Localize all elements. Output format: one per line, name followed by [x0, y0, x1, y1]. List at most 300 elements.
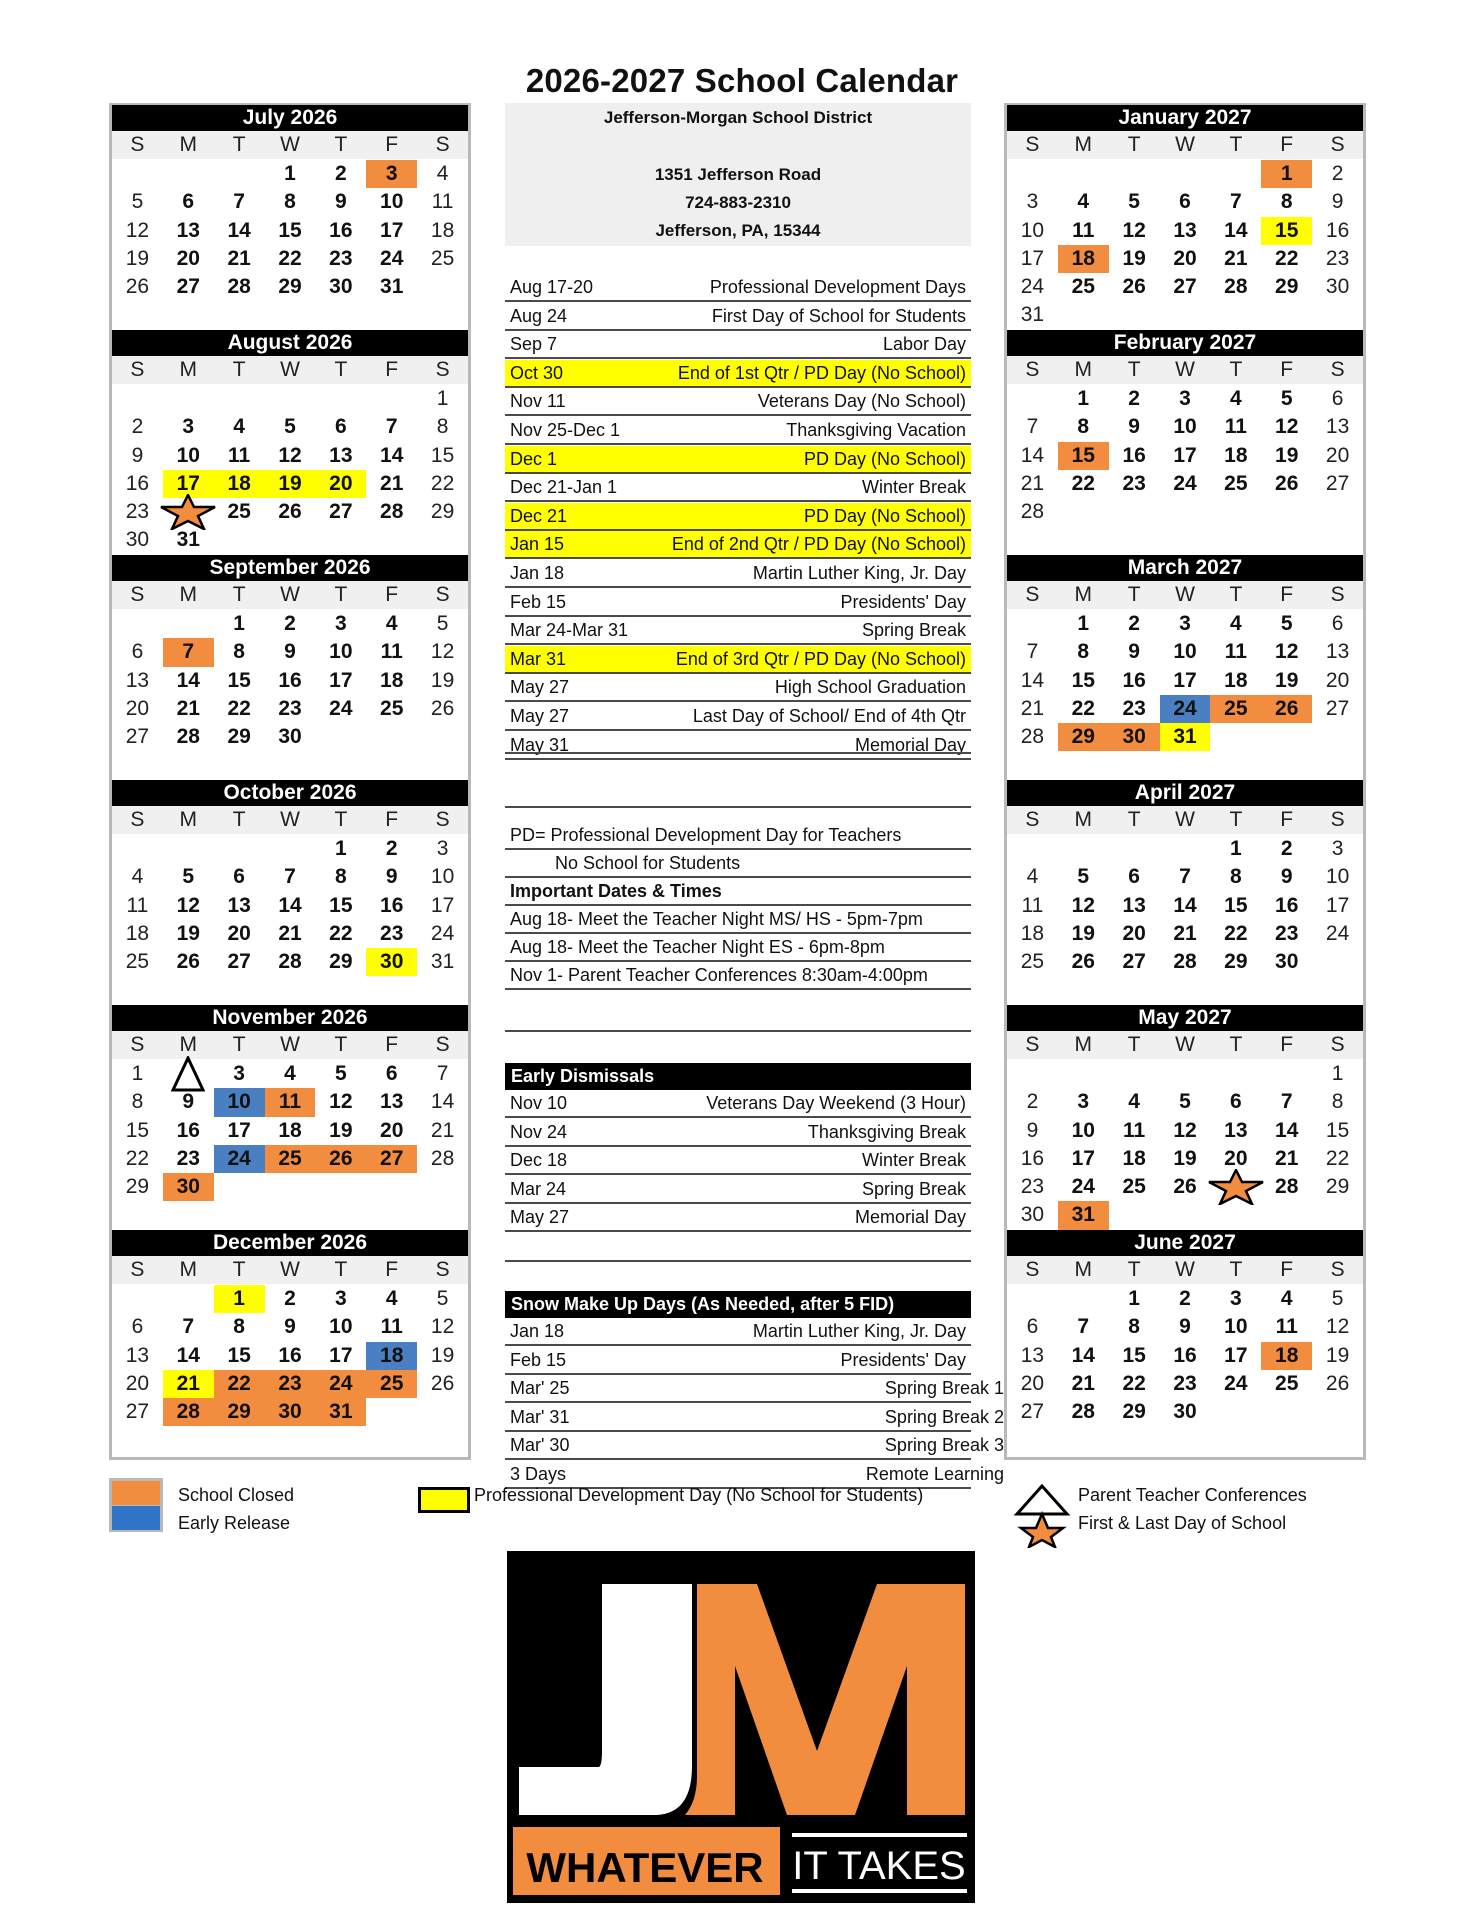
- day-cell: 9: [284, 1315, 296, 1339]
- event-row: [505, 674, 971, 702]
- weekday-label: M: [1074, 1033, 1093, 1056]
- day-cell: 25: [380, 696, 404, 720]
- month-june-2027: [1007, 1230, 1363, 1426]
- day-cell: 8: [335, 865, 347, 889]
- event-row: [505, 503, 971, 531]
- weekday-label: S: [435, 358, 450, 381]
- day-cell: 8: [233, 1315, 245, 1339]
- day-cell: 7: [1179, 865, 1191, 889]
- item-date: Dec 18: [510, 1150, 568, 1171]
- day-cell: 30: [1109, 723, 1160, 751]
- day-cell: 23: [1275, 921, 1299, 945]
- event-row: [505, 388, 971, 416]
- day-cell: 1: [1077, 387, 1090, 410]
- event-date: Feb 15: [510, 591, 567, 612]
- empty-cell: [1160, 1060, 1211, 1088]
- item-label: Memorial Day: [854, 1207, 966, 1228]
- day-cell: 4: [131, 865, 144, 889]
- day-cell: 22: [1071, 471, 1095, 495]
- day-cell: 6: [1179, 190, 1191, 214]
- day-cell: 8: [233, 640, 245, 664]
- day-cell: 27: [1325, 696, 1350, 720]
- day-cell: 11: [1224, 640, 1247, 664]
- empty-cell: [163, 160, 214, 188]
- day-cell: 3: [436, 837, 449, 860]
- day-cell: 5: [182, 865, 195, 889]
- day-cell: 10: [176, 443, 200, 467]
- weekday-label: S: [1025, 583, 1040, 606]
- event-row: [505, 474, 971, 502]
- day-cell: 23: [329, 246, 353, 270]
- day-cell: 15: [329, 893, 353, 917]
- day-cell: 29: [1224, 950, 1248, 974]
- day-cell: 10: [214, 1088, 265, 1116]
- day-cell: 13: [1224, 1118, 1248, 1142]
- snow-days-row: [505, 1318, 971, 1346]
- jm-logo-graphic: [507, 1551, 975, 1903]
- day-cell: 21: [176, 696, 200, 720]
- event-date: May 27: [510, 706, 570, 726]
- event-date: Aug 24: [510, 305, 568, 326]
- day-cell: 21: [1173, 921, 1197, 945]
- event-date: Nov 11: [510, 391, 566, 412]
- day-cell: 18: [1261, 1342, 1312, 1370]
- weekday-label: T: [334, 133, 348, 156]
- weekday-label: W: [280, 1033, 300, 1056]
- weekday-label: F: [385, 1258, 399, 1281]
- item-label: Veterans Day Weekend (3 Hour): [706, 1093, 966, 1113]
- month-february-2027: [1007, 330, 1363, 526]
- weekday-label: F: [385, 808, 399, 831]
- day-cell: 8: [1331, 1090, 1344, 1114]
- day-cell: 13: [1325, 415, 1350, 439]
- day-cell: 23: [380, 921, 404, 945]
- day-cell: 8: [1128, 1315, 1140, 1339]
- day-cell: 18: [278, 1118, 302, 1142]
- day-cell: 4: [385, 1287, 398, 1310]
- day-cell: 3: [366, 160, 417, 188]
- day-cell: 5: [1179, 1090, 1191, 1114]
- day-cell: 28: [1275, 1175, 1299, 1199]
- month-march-2027: [1007, 555, 1363, 751]
- day-cell: 2: [1026, 1090, 1039, 1114]
- day-cell: 5: [1280, 612, 1293, 635]
- weekday-label: T: [1229, 808, 1243, 831]
- empty-cell: [214, 385, 265, 413]
- day-cell: 29: [1275, 275, 1299, 299]
- day-cell: 7: [385, 415, 398, 439]
- day-cell: 18: [1224, 443, 1248, 467]
- day-cell: 20: [1224, 1146, 1248, 1170]
- weekday-header-row: [112, 1256, 468, 1284]
- day-cell: 25: [1020, 950, 1045, 974]
- day-cell: 7: [1280, 1090, 1293, 1114]
- day-cell: 2: [1280, 837, 1293, 860]
- weekday-label: F: [385, 583, 399, 606]
- day-cell: 29: [125, 1175, 150, 1199]
- weekday-label: S: [130, 1033, 145, 1056]
- day-cell: 13: [380, 1090, 404, 1114]
- item-label: Spring Break: [861, 1178, 966, 1199]
- event-row: [505, 360, 971, 388]
- day-cell: 31: [315, 1398, 366, 1426]
- day-cell: 28: [1224, 275, 1248, 299]
- day-cell: 18: [125, 921, 150, 945]
- weekday-label: T: [1127, 808, 1141, 831]
- day-cell: 12: [1275, 640, 1299, 664]
- weekday-label: T: [232, 808, 246, 831]
- weekday-label: S: [1025, 358, 1040, 381]
- day-cell: 29: [214, 1398, 265, 1426]
- day-cell: 3: [335, 1287, 347, 1310]
- day-cell: 13: [1020, 1343, 1045, 1367]
- empty-cell: [265, 385, 316, 413]
- day-cell: 16: [278, 1343, 302, 1367]
- day-cell: 15: [1261, 217, 1312, 245]
- day-cell: 19: [1275, 443, 1299, 467]
- legend-first-last: First & Last Day of School: [1078, 1513, 1287, 1533]
- event-row: [505, 331, 971, 359]
- day-cell: 20: [1122, 921, 1146, 945]
- weekday-header-row: [1007, 581, 1363, 609]
- day-cell: 17: [380, 218, 404, 242]
- important-dates-heading: Important Dates & Times: [505, 878, 971, 906]
- day-cell: 6: [1331, 387, 1344, 410]
- event-label: Martin Luther King, Jr. Day: [752, 563, 966, 583]
- weekday-label: W: [1175, 1258, 1195, 1281]
- day-cell: 31: [430, 950, 455, 974]
- day-cell: 3: [1331, 837, 1344, 860]
- event-date: Jan 18: [510, 563, 565, 583]
- weekday-label: S: [1025, 808, 1040, 831]
- day-cell: 4: [1026, 865, 1039, 889]
- weekday-label: S: [1025, 1033, 1040, 1056]
- day-cell: 27: [366, 1145, 417, 1173]
- day-cell: 1: [436, 387, 449, 410]
- day-grid: [1007, 1059, 1363, 1230]
- blank-line: [505, 1232, 971, 1262]
- district-address: 1351 Jefferson Road: [654, 165, 822, 184]
- day-cell: 23: [278, 696, 302, 720]
- day-cell: 1: [1331, 1062, 1344, 1085]
- day-cell: 22: [214, 1370, 265, 1398]
- event-row: [505, 617, 971, 645]
- empty-cell: [1007, 835, 1058, 863]
- day-cell: 21: [1275, 1146, 1299, 1170]
- event-row: [505, 589, 971, 617]
- weekday-label: T: [1229, 358, 1243, 381]
- day-cell: 18: [366, 1342, 417, 1370]
- day-cell: 7: [233, 190, 245, 214]
- month-header: October 2026: [112, 780, 468, 806]
- day-cell: 26: [1261, 695, 1312, 723]
- day-cell: 17: [1224, 1343, 1248, 1367]
- weekday-label: W: [1175, 1033, 1195, 1056]
- day-cell: 25: [1071, 275, 1095, 299]
- day-cell: 4: [1077, 190, 1090, 214]
- empty-cell: [1007, 1060, 1058, 1088]
- item-label: Martin Luther King, Jr. Day: [752, 1321, 966, 1341]
- weekday-label: S: [1025, 133, 1040, 156]
- month-header: July 2026: [112, 105, 468, 131]
- empty-cell: [315, 385, 366, 413]
- item-date: 3 Days: [510, 1464, 567, 1484]
- day-cell: 27: [329, 500, 353, 524]
- day-cell: 23: [1122, 696, 1146, 720]
- month-header: June 2027: [1007, 1230, 1363, 1256]
- day-cell: 30: [265, 1398, 316, 1426]
- blank-line: [505, 780, 971, 808]
- day-cell: 7: [1026, 640, 1039, 664]
- day-cell: 31: [1058, 1201, 1109, 1229]
- day-cell: 28: [430, 1146, 455, 1170]
- day-cell: 2: [335, 162, 347, 185]
- day-cell: 26: [430, 1371, 455, 1395]
- day-cell: 11: [1021, 893, 1044, 917]
- day-cell: 16: [1020, 1146, 1045, 1170]
- day-cell: 10: [1071, 1118, 1095, 1142]
- day-cell: 19: [1275, 668, 1299, 692]
- weekday-label: T: [232, 133, 246, 156]
- empty-cell: [1210, 160, 1261, 188]
- day-cell: 6: [131, 640, 144, 664]
- day-grid: [1007, 384, 1363, 526]
- day-cell: 4: [385, 612, 398, 635]
- event-label: Last Day of School/ End of 4th Qtr: [692, 706, 966, 726]
- day-cell: 22: [125, 1146, 150, 1170]
- item-date: Feb 15: [510, 1349, 567, 1370]
- day-cell: 15: [278, 218, 302, 242]
- day-cell: 2: [1179, 1287, 1191, 1310]
- event-date: May 31: [510, 734, 570, 755]
- day-cell: 6: [233, 865, 245, 889]
- day-cell: 1: [233, 612, 245, 635]
- day-cell: 16: [1122, 668, 1146, 692]
- weekday-header-row: [1007, 1256, 1363, 1284]
- day-cell: 19: [430, 668, 455, 692]
- day-cell: 23: [1020, 1175, 1045, 1199]
- triangle-icon: [1012, 1484, 1072, 1548]
- day-cell: 13: [125, 668, 150, 692]
- triangle-icon: [171, 1056, 205, 1092]
- month-april-2027: [1007, 780, 1363, 976]
- day-cell: 24: [430, 921, 455, 945]
- event-row: [505, 732, 971, 760]
- day-cell: 23: [1325, 246, 1350, 270]
- day-cell: 4: [1128, 1090, 1140, 1114]
- event-label: Winter Break: [861, 477, 966, 498]
- day-cell: 7: [1026, 415, 1039, 439]
- weekday-label: F: [1280, 358, 1294, 381]
- day-cell: 14: [176, 1343, 200, 1367]
- day-cell: 3: [1026, 190, 1039, 214]
- empty-cell: [1058, 1285, 1109, 1313]
- day-cell: 30: [125, 528, 150, 552]
- day-cell: 15: [1058, 442, 1109, 470]
- day-cell: 24: [1224, 1371, 1248, 1395]
- empty-cell: [1007, 610, 1058, 638]
- event-row: [505, 531, 971, 559]
- day-cell: 15: [1224, 893, 1248, 917]
- day-cell: 9: [1331, 190, 1344, 214]
- day-cell: 26: [315, 1145, 366, 1173]
- weekday-label: S: [1330, 133, 1345, 156]
- day-cell: 1: [1077, 612, 1090, 635]
- day-cell: 20: [125, 1371, 150, 1395]
- month-header: December 2026: [112, 1230, 468, 1256]
- month-august-2026: [112, 330, 468, 555]
- empty-cell: [112, 610, 163, 638]
- day-cell: 10: [1173, 415, 1197, 439]
- day-cell: 9: [1128, 415, 1140, 439]
- day-cell: 15: [430, 443, 455, 467]
- logo-tagline-it-takes: IT TAKES: [792, 1844, 966, 1888]
- weekday-label: T: [334, 808, 348, 831]
- day-cell: 28: [1071, 1400, 1095, 1424]
- day-cell: 3: [1179, 612, 1191, 635]
- day-cell: 18: [430, 218, 455, 242]
- item-date: Mar' 30: [510, 1435, 570, 1456]
- day-cell: 21: [227, 246, 251, 270]
- day-cell: 5: [1280, 387, 1293, 410]
- day-cell: 1: [1261, 160, 1312, 188]
- day-cell: 26: [1325, 1371, 1350, 1395]
- empty-cell: [1058, 835, 1109, 863]
- weekday-header-row: [1007, 1031, 1363, 1059]
- day-cell: 9: [284, 640, 296, 664]
- day-cell: 12: [1071, 893, 1095, 917]
- day-cell: 27: [1173, 275, 1197, 299]
- day-cell: 12: [1325, 1315, 1350, 1339]
- day-grid: [1007, 1284, 1363, 1426]
- day-cell: 14: [1020, 443, 1045, 467]
- day-cell: 25: [1122, 1175, 1146, 1199]
- event-row: [505, 446, 971, 474]
- event-date: Mar 24-Mar 31: [510, 620, 629, 641]
- weekday-label: M: [179, 583, 198, 606]
- day-cell: 25: [1210, 695, 1261, 723]
- day-cell: 14: [1071, 1343, 1095, 1367]
- day-cell: 15: [1122, 1343, 1146, 1367]
- day-cell: 25: [430, 246, 455, 270]
- day-cell: 14: [176, 668, 200, 692]
- day-cell: 23: [1122, 471, 1146, 495]
- day-cell: 30: [278, 725, 302, 749]
- weekday-label: T: [1229, 583, 1243, 606]
- day-cell: 16: [1275, 893, 1299, 917]
- day-cell: 19: [329, 1118, 353, 1142]
- day-cell: 22: [1122, 1371, 1146, 1395]
- day-cell: 22: [1224, 921, 1248, 945]
- weekday-header-row: [112, 356, 468, 384]
- weekday-label: M: [1074, 358, 1093, 381]
- day-cell: 14: [278, 893, 302, 917]
- note-pd-definition: PD= Professional Development Day for Teachers: [505, 822, 971, 850]
- day-cell: 19: [1173, 1146, 1197, 1170]
- important-date-item: Aug 18- Meet the Teacher Night MS/ HS - 5pm-7pm: [505, 906, 971, 934]
- day-cell: 8: [1280, 190, 1293, 214]
- item-label: Presidents' Day: [840, 1349, 966, 1370]
- snow-days-row: [505, 1432, 1004, 1460]
- day-cell: 17: [1071, 1146, 1095, 1170]
- event-row: [505, 303, 971, 331]
- day-cell: 24: [329, 696, 353, 720]
- day-cell: 8: [436, 415, 449, 439]
- day-grid: [1007, 609, 1363, 751]
- day-cell: 20: [380, 1118, 404, 1142]
- day-cell: 4: [1280, 1287, 1293, 1310]
- item-label: Spring Break 2: [884, 1406, 1004, 1427]
- day-cell: 17: [430, 893, 455, 917]
- day-cell: 1: [284, 162, 296, 185]
- day-cell: 2: [284, 1287, 296, 1310]
- empty-cell: [1109, 1060, 1160, 1088]
- day-cell: 6: [1128, 865, 1140, 889]
- day-cell: 25: [227, 500, 251, 524]
- item-date: Mar 24: [510, 1178, 567, 1199]
- empty-cell: [112, 835, 163, 863]
- weekday-label: F: [1280, 1258, 1294, 1281]
- star-icon: [1021, 1514, 1063, 1547]
- weekday-label: T: [334, 1033, 348, 1056]
- day-cell: 18: [380, 668, 404, 692]
- early-dismissals-heading: Early Dismissals: [505, 1063, 971, 1090]
- snow-days-row: [505, 1375, 1004, 1403]
- day-cell: 14: [1173, 893, 1197, 917]
- day-cell: 17: [1020, 246, 1045, 270]
- weekday-label: M: [179, 358, 198, 381]
- day-cell: 16: [176, 1118, 200, 1142]
- day-cell: 10: [1020, 218, 1045, 242]
- day-cell: 11: [228, 443, 251, 467]
- weekday-label: S: [130, 1258, 145, 1281]
- empty-cell: [163, 385, 214, 413]
- page-title: 2026-2027 School Calendar: [525, 62, 959, 99]
- day-cell: 28: [176, 725, 200, 749]
- day-cell: 1: [1128, 1287, 1140, 1310]
- day-cell: 27: [1325, 471, 1350, 495]
- item-label: Spring Break 3: [884, 1435, 1004, 1456]
- day-cell: 11: [126, 893, 149, 917]
- day-cell: 5: [284, 415, 296, 439]
- day-cell: 9: [131, 443, 144, 467]
- day-cell: 13: [329, 443, 353, 467]
- day-cell: 14: [1224, 218, 1248, 242]
- day-cell: 5: [436, 1287, 449, 1310]
- day-cell: 20: [176, 246, 200, 270]
- day-cell: 16: [1173, 1343, 1197, 1367]
- early-dismissals-row: [505, 1090, 971, 1118]
- weekday-label: T: [1127, 583, 1141, 606]
- day-cell: 12: [278, 443, 302, 467]
- day-cell: 12: [125, 218, 150, 242]
- event-label: PD Day (No School): [803, 505, 966, 526]
- month-header: March 2027: [1007, 555, 1363, 581]
- day-cell: 24: [1071, 1175, 1095, 1199]
- day-grid: [1007, 159, 1363, 330]
- empty-cell: [1160, 160, 1211, 188]
- empty-cell: [214, 160, 265, 188]
- day-cell: 12: [176, 893, 200, 917]
- empty-cell: [265, 835, 316, 863]
- day-cell: 22: [1325, 1146, 1350, 1170]
- month-header: August 2026: [112, 330, 468, 356]
- event-label: Thanksgiving Vacation: [786, 420, 966, 440]
- day-cell: 29: [1122, 1400, 1146, 1424]
- day-cell: 30: [1173, 1400, 1197, 1424]
- day-cell: 22: [430, 471, 455, 495]
- weekday-label: T: [334, 583, 348, 606]
